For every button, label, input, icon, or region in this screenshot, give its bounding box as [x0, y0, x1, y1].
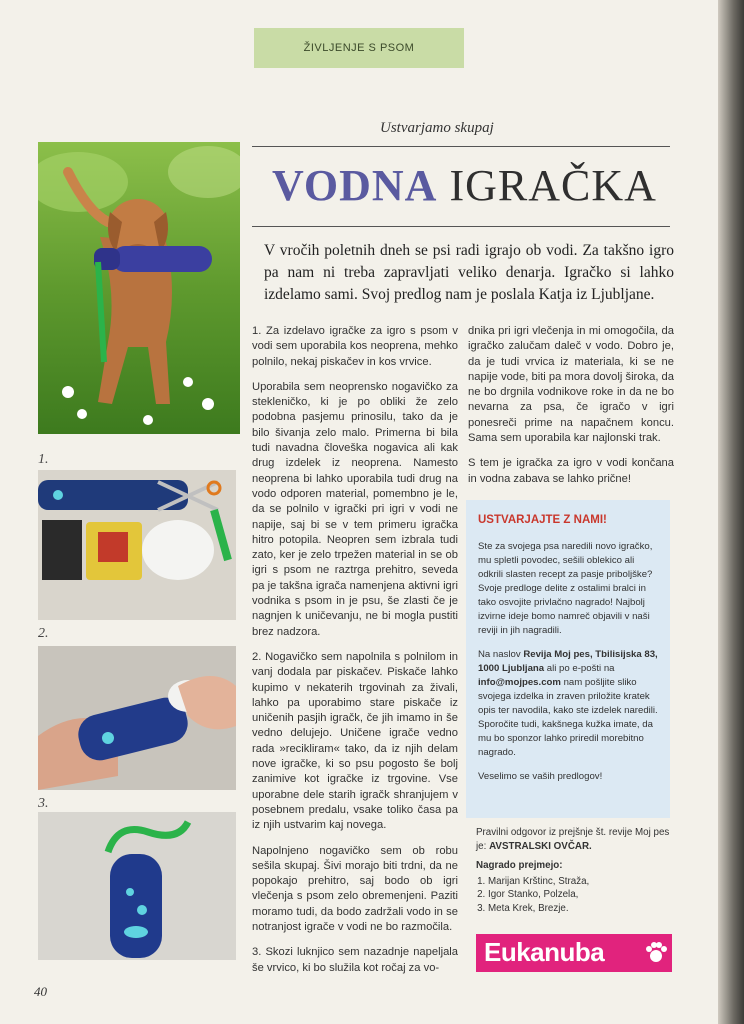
article-column-2 [468, 324, 674, 497]
paragraph: 3. Skozi luknjico sem nazadnje napeljala še vrvico, ki bo služila kot ročaj za vo- [252, 946, 458, 974]
quiz-answer [476, 826, 676, 853]
step1-label: 1. [38, 452, 49, 467]
promo-paragraph-contact [478, 648, 658, 760]
paragraph: 2. Nogavičko sem napolnila s polnilom in vanj dodala par piskačev. Piskače lahko kupimo v nekaterih trgovinah za živali, lahko pa uporabimo stare piskače iz uničenih pasjih igračk, če jih imamo in še vedno delujejo. Uničene igrače vedno rada »recikliram« tako, da iz njih delam nove igračke, ki so psu pogosto še bolj zanimive kot igračke iz trgovine. Vse uporabne dele starih igračk shranjujem v posebnem predalu, vsake toliko časa pa iz njih ustvarim kaj novega. [252, 650, 458, 832]
title-part1: VODNA [272, 161, 438, 210]
winner-item: 3. Meta Krek, Brezje. [488, 902, 676, 916]
promo-text [478, 540, 658, 794]
paragraph: S tem je igračka za igro v vodi končana in vodna zabava se lahko prične! [468, 457, 674, 485]
title-part2: IGRAČKA [449, 161, 657, 210]
promo-closing: Veselimo se vaših predlogov! [478, 771, 603, 782]
paw-icon [644, 941, 668, 965]
section-tab [254, 28, 464, 68]
promo-title: USTVARJAJTE Z NAMI! [478, 514, 607, 526]
winner-item: 2. Igor Stanko, Polzela, [488, 888, 676, 902]
quiz-intro: Pravilni odgovor iz prejšnje št. revije Moj pes je: [476, 827, 670, 852]
section-label: ŽIVLJENJE S PSOM [303, 42, 415, 54]
page-number: 40 [34, 984, 47, 999]
step2-label: 2. [38, 626, 49, 641]
sponsor-logo [476, 934, 672, 972]
winners-list [476, 875, 676, 916]
step1-photo [38, 470, 236, 620]
paragraph: Napolnjeno nogavičko sem ob robu sešila skupaj. Šivi morajo biti trdni, da ne popokajo prehitro, saj bodo ob igri vlečenja s psom zelo obremenjeni. Paziti moramo tudi, da bodo zadržali vodo in se notranjost igrače v vodi ne bo razmočila. [252, 844, 458, 933]
article-kicker: Ustvarjamo skupaj [380, 120, 494, 136]
promo-address: Revija Moj pes, Tbilisijska 83, 1000 Ljubljana [478, 649, 658, 674]
page-spine-shadow [718, 0, 744, 1024]
article-lead: V vročih poletnih dneh se psi radi igrajo ob vodi. Za takšno igro pa nam ni treba zapravljati veliko denarja. Igračko si lahko izdelamo sami. Svoj predlog nam je poslala Katja iz Ljubljane. [264, 242, 674, 303]
step3-photo [38, 812, 236, 960]
winners-title-text: Nagrado prejmejo: [476, 860, 563, 871]
quiz-results [476, 826, 676, 915]
promo-paragraph: Ste za svojega psa naredili novo igračko, mu spletli povodec, sešili oblekico ali odkrili slasten recept za pasje priboljške? Svoje predloge delite z ostalimi bralci in tako osvojite privlačno nagrado! Najbolj izvirne ideje bomo namreč objavili v naši reviji in jih nagradili. [478, 541, 653, 636]
article-title [272, 160, 657, 211]
title-rule [252, 226, 670, 227]
promo-email-link[interactable]: info@mojpes.com [478, 677, 561, 688]
promo-suffix: nam pošljite sliko svojega izdelka in zraven priložite kratek opis ter navodila, kako ste izdelek naredili. Sporočite tudi, kakšnega kužka imate, da mu bo sponzor lahko priredil morebitno nagrado. [478, 677, 658, 758]
winner-item: 1. Marijan Krštinc, Straža, [488, 875, 676, 889]
promo-mid: ali po e-pošti na [544, 663, 615, 674]
quiz-answer-value: AVSTRALSKI OVČAR. [489, 840, 592, 852]
winners-title [476, 859, 676, 873]
article-column-1 [252, 324, 458, 986]
dog-photo [38, 142, 240, 434]
paragraph: 1. Za izdelavo igračke za igro s psom v vodi sem uporabila kos neoprena, mehko polnilo, nekaj piskačev in kos vrvice. [252, 325, 458, 368]
paragraph: dnika pri igri vlečenja in mi omogočila, da igračko zalučam daleč v vodo. Dobro je, da je tudi vrvica iz materiala, ki se ne napije vode, biti pa mora dovolj široka, da ne bo drgnila vodnikove roke in da ne bo nevarna za psa, če igračo v igri ponesreči prime na napačnem koncu. Sama sem uporabila kar najlonski trak. [468, 325, 674, 445]
promo-prefix: Na naslov [478, 649, 524, 660]
sponsor-logo-text: Eukanuba [484, 937, 605, 967]
step2-photo [38, 646, 236, 790]
step3-label: 3. [38, 796, 49, 811]
kicker-rule [252, 146, 670, 147]
promo-box [466, 500, 670, 818]
paragraph: Uporabila sem neoprensko nogavičko za stekleničko, ki je po obliki že zelo podobna pasjemu prinosilu, tako da je bilo šivanja zelo malo. Primerna bi bila tudi navadna človeška nogavica ali kak drug izdelek iz neoprena. Namesto neoprena bi lahko uporabila tudi drug na vodo odporen material, pomembno je le, da se polnilo v igrački pri igri v vodi ne napije, saj bi se v tem primeru igračka hitro potopila. Neopren sem izbrala tudi zato, ker je zelo trpežen material in se ob igri s psom ne raztrga prehitro, seveda pa je takšna igrača namenjena aktivni igri vodnika s psom in je psu, še zlasti če je nagnjen k uničevanju, ne bi mogla pustiti brez nadzora. [252, 380, 458, 638]
